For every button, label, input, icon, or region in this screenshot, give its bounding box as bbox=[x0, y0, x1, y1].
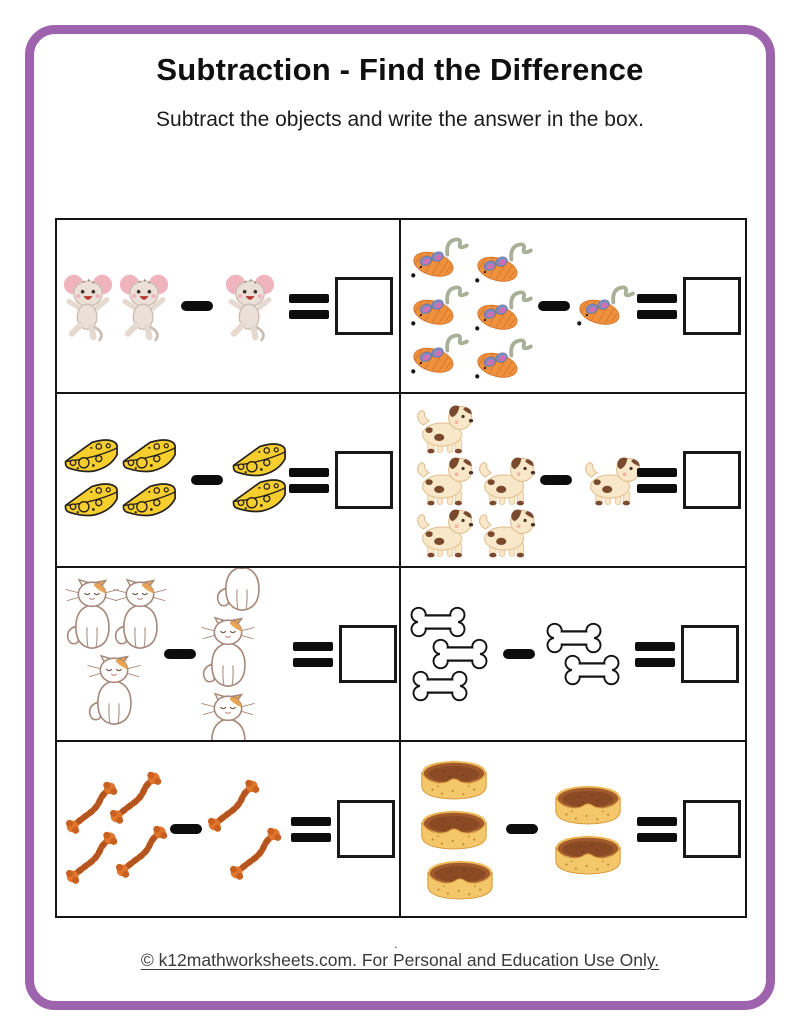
minuend-group bbox=[63, 773, 167, 885]
problems-grid bbox=[55, 218, 747, 918]
mouse-icon bbox=[225, 269, 275, 343]
equals-bar bbox=[637, 468, 677, 477]
cat-icon bbox=[111, 578, 169, 654]
cheese-icon bbox=[121, 437, 179, 479]
equals-bar bbox=[637, 833, 677, 842]
bed-icon bbox=[541, 781, 635, 828]
equals-bar bbox=[637, 310, 677, 319]
equals-sign bbox=[637, 817, 677, 842]
equals-sign bbox=[637, 468, 677, 493]
footer-credit-link[interactable]: © k12mathworksheets.com. For Personal and Education Use Only. bbox=[140, 950, 660, 970]
cheese-icon bbox=[231, 477, 289, 519]
equals-bar bbox=[637, 484, 677, 493]
equals-sign bbox=[293, 642, 333, 667]
toymouse-icon bbox=[471, 287, 535, 335]
bed-icon bbox=[407, 756, 501, 803]
answer-box[interactable] bbox=[683, 800, 741, 858]
problem-cell-puppies bbox=[401, 394, 745, 568]
subtrahend-group bbox=[199, 568, 293, 742]
minuend-group bbox=[407, 756, 503, 903]
toymouse-icon bbox=[573, 282, 637, 330]
toymouse-icon bbox=[471, 335, 535, 383]
puppy-icon bbox=[407, 402, 483, 454]
equals-bar bbox=[635, 658, 675, 667]
equals-bar bbox=[289, 294, 329, 303]
minuend-group bbox=[407, 603, 495, 705]
equals-sign bbox=[289, 294, 329, 319]
equals-sign bbox=[637, 294, 677, 319]
answer-box[interactable] bbox=[683, 451, 741, 509]
problem-cell-cats bbox=[57, 568, 401, 742]
toymouse-icon bbox=[407, 282, 471, 330]
rope-icon bbox=[227, 825, 285, 881]
equals-sign bbox=[289, 468, 329, 493]
puppy-icon bbox=[469, 454, 545, 506]
subtrahend-group bbox=[205, 777, 291, 881]
cat-icon bbox=[199, 692, 257, 742]
rope-icon bbox=[113, 823, 171, 879]
stray-dot: . bbox=[394, 936, 398, 951]
problem-cell-mice bbox=[57, 220, 401, 394]
minus-sign bbox=[164, 649, 196, 659]
toymouse-icon bbox=[471, 239, 535, 287]
subtrahend-group bbox=[543, 619, 627, 689]
rope-icon bbox=[107, 769, 165, 825]
equals-bar bbox=[635, 642, 675, 651]
bed-icon bbox=[541, 831, 635, 878]
cat-icon bbox=[213, 568, 271, 616]
problem-cell-cheese-wedges bbox=[57, 394, 401, 568]
page-subtitle: Subtract the objects and write the answer in the box. bbox=[156, 108, 644, 131]
equals-bar bbox=[289, 468, 329, 477]
minuend-group bbox=[63, 269, 169, 343]
answer-box[interactable] bbox=[683, 277, 741, 335]
answer-box[interactable] bbox=[337, 800, 395, 858]
subtrahend-group bbox=[225, 269, 275, 343]
problem-cell-rope-toys bbox=[57, 742, 401, 916]
minus-sign bbox=[191, 475, 223, 485]
minuend-group bbox=[407, 402, 537, 558]
cheese-icon bbox=[63, 481, 121, 523]
answer-box[interactable] bbox=[335, 451, 393, 509]
mouse-icon bbox=[63, 269, 113, 343]
minus-sign bbox=[181, 301, 213, 311]
subtrahend-group bbox=[573, 282, 637, 330]
equals-bar bbox=[291, 833, 331, 842]
equals-bar bbox=[291, 817, 331, 826]
problem-cell-pet-beds bbox=[401, 742, 745, 916]
problem-cell-toy-mice bbox=[401, 220, 745, 394]
minus-sign bbox=[503, 649, 535, 659]
problem-cell-bones bbox=[401, 568, 745, 742]
toymouse-icon bbox=[407, 330, 471, 378]
cat-icon bbox=[85, 654, 143, 730]
equals-bar bbox=[293, 642, 333, 651]
equals-sign bbox=[291, 817, 331, 842]
minus-sign bbox=[170, 824, 202, 834]
bed-icon bbox=[413, 856, 507, 903]
minuend-group bbox=[407, 234, 535, 378]
equals-bar bbox=[637, 817, 677, 826]
page-title: Subtraction - Find the Difference bbox=[156, 52, 644, 87]
bone-icon bbox=[409, 667, 471, 705]
minuend-group bbox=[63, 437, 183, 523]
equals-bar bbox=[289, 310, 329, 319]
minuend-group bbox=[63, 578, 161, 730]
answer-box[interactable] bbox=[335, 277, 393, 335]
cat-icon bbox=[199, 616, 257, 692]
subtrahend-group bbox=[575, 454, 637, 506]
equals-bar bbox=[293, 658, 333, 667]
bed-icon bbox=[407, 806, 501, 853]
cheese-icon bbox=[121, 481, 179, 523]
bone-icon bbox=[561, 651, 623, 689]
subtrahend-group bbox=[231, 441, 289, 519]
mouse-icon bbox=[119, 269, 169, 343]
toymouse-icon bbox=[407, 234, 471, 282]
equals-sign bbox=[635, 642, 675, 667]
minus-sign bbox=[538, 301, 570, 311]
equals-bar bbox=[637, 294, 677, 303]
equals-bar bbox=[289, 484, 329, 493]
minus-sign bbox=[506, 824, 538, 834]
subtrahend-group bbox=[541, 781, 637, 878]
cheese-icon bbox=[63, 437, 121, 479]
answer-box[interactable] bbox=[681, 625, 739, 683]
puppy-icon bbox=[469, 506, 545, 558]
minus-sign bbox=[540, 475, 572, 485]
answer-box[interactable] bbox=[339, 625, 397, 683]
